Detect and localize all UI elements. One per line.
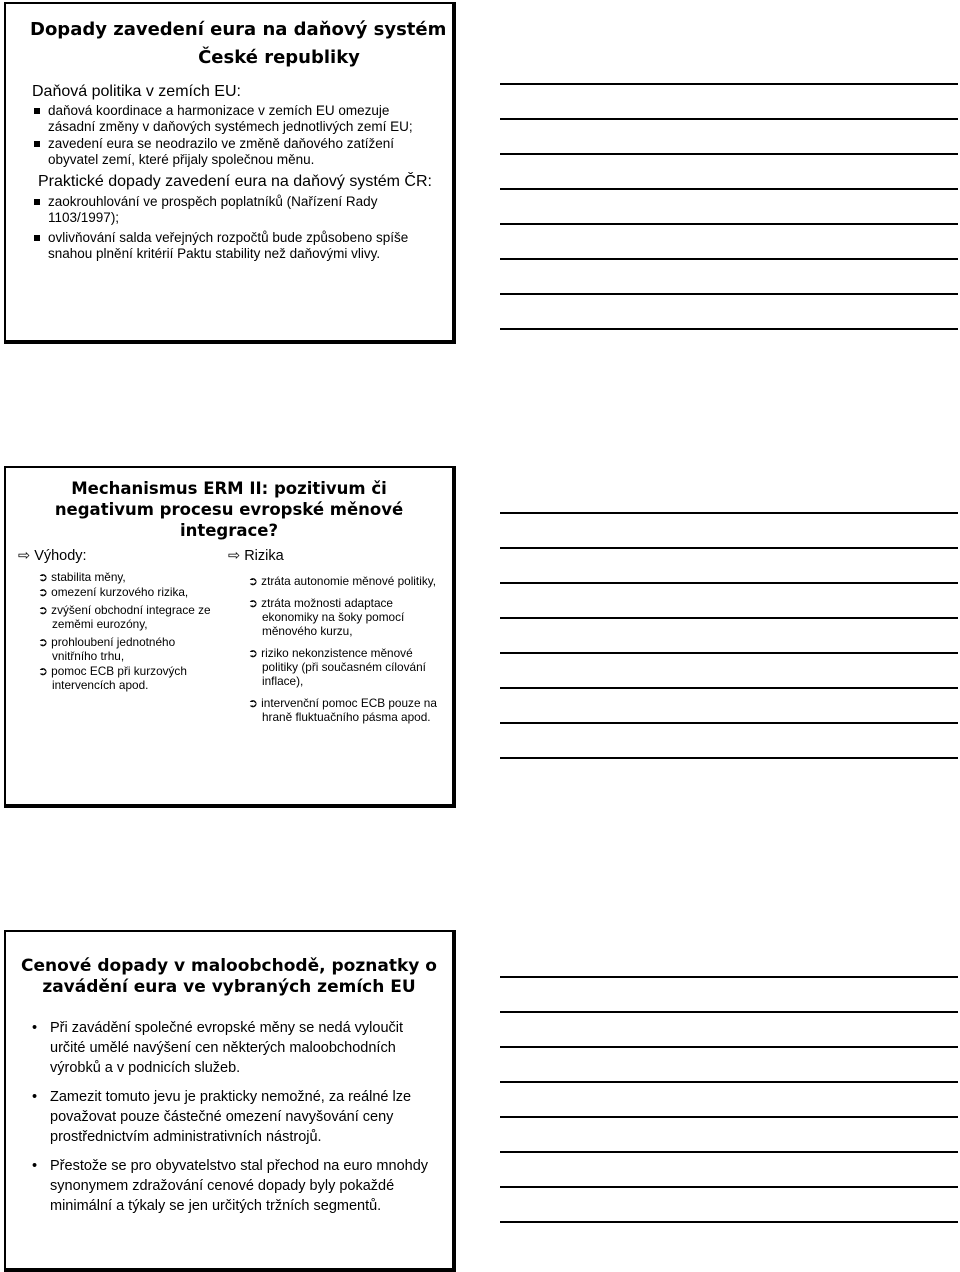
arrow-bullet-icon: ➲ xyxy=(38,585,48,599)
note-line xyxy=(500,1151,958,1153)
arrow-bullet-icon: ➲ xyxy=(38,603,48,617)
slide-2-title: Mechanismus ERM II: pozitivum či negativum procesu evropské měnové integrace? xyxy=(54,479,404,540)
note-line xyxy=(500,652,958,654)
slide-3-title: Cenové dopady v maloobchodě, poznatky o zavádění eura ve vybraných zemích EU xyxy=(21,956,437,997)
advantages-column xyxy=(18,548,218,696)
notes-lines-2 xyxy=(500,512,958,792)
slide-1-title-line-2: České republiky xyxy=(198,47,360,68)
note-line xyxy=(500,223,958,225)
arrow-right-icon: ⇨ xyxy=(228,548,241,564)
slide-1-section-2-list xyxy=(6,194,452,262)
note-line xyxy=(500,1116,958,1118)
list-item: ➲ ztráta možnosti adaptace ekonomiky na šoky pomocí měnového kurzu, xyxy=(248,596,405,638)
note-line xyxy=(500,687,958,689)
slide-1-section-2-heading: Praktické dopady zavedení eura na daňový systém ČR: xyxy=(38,173,432,190)
note-line xyxy=(500,153,958,155)
arrow-bullet-icon: ➲ xyxy=(248,696,258,710)
list-item: • Přestože se pro obyvatelstvo stal přechod na euro mnohdy synonymem zdražování cenové dopady byly pokaždé minimální a týkaly se jen určitých tržních segmentů. xyxy=(50,1156,438,1216)
list-item: ➲ intervenční pomoc ECB pouze na hraně fluktuačního pásma apod. xyxy=(248,696,437,724)
slide-1-title-line-1: Dopady zavedení eura na daňový systém xyxy=(30,19,447,40)
note-line xyxy=(500,722,958,724)
note-line xyxy=(500,83,958,85)
note-line xyxy=(500,1046,958,1048)
slide-2 xyxy=(4,466,456,808)
note-line xyxy=(500,582,958,584)
notes-lines-1 xyxy=(500,83,958,363)
list-item: zavedení eura se neodrazilo ve změně daňového zatížení obyvatel zemí, které přijaly společnou měnu. xyxy=(48,136,438,168)
arrow-bullet-icon: ➲ xyxy=(38,664,48,678)
note-line xyxy=(500,188,958,190)
risks-column xyxy=(228,548,446,728)
slide-1-section-1-heading: Daňová politika v zemích EU: xyxy=(32,83,241,100)
list-item: ➲ stabilita měny, xyxy=(38,570,126,584)
slide-1 xyxy=(4,2,456,344)
slide-3-list xyxy=(6,1018,452,1216)
note-line xyxy=(500,293,958,295)
note-line xyxy=(500,1011,958,1013)
note-line xyxy=(500,547,958,549)
notes-lines-3 xyxy=(500,976,958,1256)
arrow-right-icon: ⇨ xyxy=(18,548,31,564)
list-item: • Při zavádění společné evropské měny se nedá vyloučit určité umělé navýšení cen některých maloobchodních výrobků a v podnicích služeb. xyxy=(50,1018,438,1078)
list-item: ➲ prohloubení jednotného vnitřního trhu, xyxy=(38,635,176,663)
note-line xyxy=(500,976,958,978)
note-line xyxy=(500,512,958,514)
slide-1-section-1-list xyxy=(6,103,452,168)
arrow-bullet-icon: ➲ xyxy=(38,570,48,584)
list-item: ➲ riziko nekonzistence měnové politiky (při současném cílování inflace), xyxy=(248,646,426,688)
arrow-bullet-icon: ➲ xyxy=(248,646,258,660)
list-item: daňová koordinace a harmonizace v zemích EU omezuje zásadní změny v daňových systémech jednotlivých zemí EU; xyxy=(48,103,438,135)
slide-3 xyxy=(4,930,456,1272)
note-line xyxy=(500,1221,958,1223)
arrow-bullet-icon: ➲ xyxy=(38,635,48,649)
note-line xyxy=(500,258,958,260)
note-line xyxy=(500,617,958,619)
arrow-bullet-icon: ➲ xyxy=(248,596,258,610)
list-item: ➲ pomoc ECB při kurzových intervencích apod. xyxy=(38,664,187,692)
list-item: ➲ zvýšení obchodní integrace ze zeměmi eurozóny, xyxy=(38,603,211,631)
note-line xyxy=(500,757,958,759)
list-item: ovlivňování salda veřejných rozpočtů bude způsobeno spíše snahou plnění kritérií Paktu stability než daňovými vlivy. xyxy=(48,230,438,262)
note-line xyxy=(500,1081,958,1083)
risks-heading: ⇨ Rizika xyxy=(228,548,284,564)
note-line xyxy=(500,328,958,330)
list-item: • Zamezit tomuto jevu je prakticky nemožné, za reálné lze považovat pouze částečné omezení navyšování ceny prostřednictvím administrativních nástrojů. xyxy=(50,1087,438,1147)
list-item: ➲ omezení kurzového rizika, xyxy=(38,585,189,599)
arrow-bullet-icon: ➲ xyxy=(248,574,258,588)
note-line xyxy=(500,118,958,120)
advantages-heading: ⇨ Výhody: xyxy=(18,548,87,564)
list-item: zaokrouhlování ve prospěch poplatníků (Nařízení Rady 1103/1997); xyxy=(48,194,438,226)
list-item: ➲ ztráta autonomie měnové politiky, xyxy=(248,574,437,588)
note-line xyxy=(500,1186,958,1188)
